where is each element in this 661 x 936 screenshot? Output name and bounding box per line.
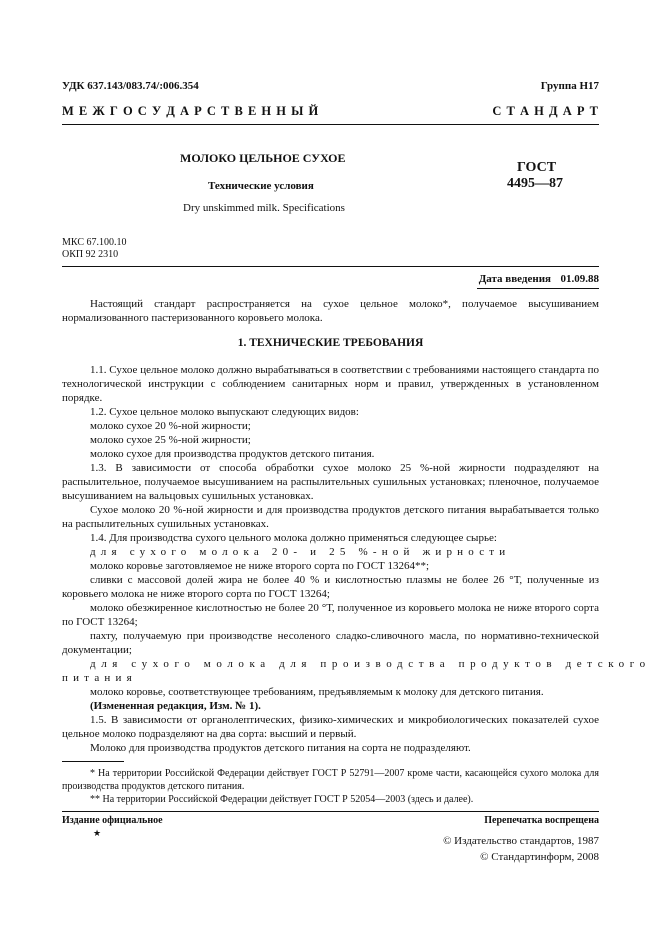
clause-1-5: 1.5. В зависимости от органолептических, физико-химических и микробиологических показателей сухое цельное молоко подразделяют на два сорта: высший и первый. xyxy=(62,714,599,740)
english-title: Dry unskimmed milk. Specifications xyxy=(183,202,345,214)
clause-1-3-continued: Сухое молоко 20 %-ной жирности и для производства продуктов детского питания вырабатывается только на распылительных сушильных установках. xyxy=(62,504,599,530)
okp-code: ОКП 92 2310 xyxy=(62,249,119,260)
introduction-date xyxy=(479,273,599,285)
official-edition: Издание официальное xyxy=(62,815,163,826)
footnote-rule xyxy=(62,761,124,762)
interstate-label: М Е Ж Г О С У Д А Р С Т В Е Н Н Ы Й xyxy=(62,104,320,118)
header-rule xyxy=(62,124,599,125)
kind-item: молоко сухое для производства продуктов детского питания. xyxy=(90,448,375,460)
udk-code: УДК 637.143/083.74/:006.354 xyxy=(62,80,199,92)
introduction-date-value: 01.09.88 xyxy=(560,273,599,285)
section-title: 1. ТЕХНИЧЕСКИЕ ТРЕБОВАНИЯ xyxy=(237,337,424,349)
clause-1-3: 1.3. В зависимости от способа обработки сухое молоко 25 %-ной жирности подразделяют на распылительное, получаемое высушиванием на распылительных сушильных установках; пленочное, получаемое высушиванием на вальцовых сушильных установках. xyxy=(62,462,599,502)
raw-item: молоко коровье заготовляемое не ниже второго сорта по ГОСТ 13264**; xyxy=(90,560,430,572)
gost-number: 4495—87 xyxy=(507,176,563,191)
raw-item: молоко коровье, соответствующее требованиям, предъявляемым к молоку для детского питания. xyxy=(90,686,544,698)
clause-1-4: 1.4. Для производства сухого цельного молока должно применяться следующее сырье: xyxy=(90,532,497,544)
clause-1-5-continued: Молоко для производства продуктов детского питания на сорта не подразделяют. xyxy=(90,742,471,754)
clause-1-2: 1.2. Сухое цельное молоко выпускают следующих видов: xyxy=(90,406,359,418)
reprint-notice: Перепечатка воспрещена xyxy=(484,815,599,826)
raw-group-heading: для сухого молока для производства продуктов детского xyxy=(90,658,651,670)
star-mark: ★ xyxy=(93,828,102,838)
kind-item: молоко сухое 25 %-ной жирности; xyxy=(90,434,251,446)
raw-item: пахту, получаемую при производстве несоленого сладко-сливочного масла, по нормативно-технической документации; xyxy=(62,630,599,656)
intro-paragraph: Настоящий стандарт распространяется на сухое цельное молоко*, получаемое высушиванием нормализованного пастеризованного коровьего молока. xyxy=(62,298,599,324)
standard-label: С Т А Н Д А Р Т xyxy=(492,104,599,118)
footer-rule xyxy=(62,811,599,812)
raw-item: молоко обезжиренное кислотностью не более 20 °Т, полученное из коровьего молока не ниже второго сорта по ГОСТ 13264; xyxy=(62,602,599,628)
raw-group-heading-continued: питания xyxy=(62,672,137,684)
kind-item: молоко сухое 20 %-ной жирности; xyxy=(90,420,251,432)
document-title: МОЛОКО ЦЕЛЬНОЕ СУХОЕ xyxy=(180,151,346,165)
group-code: Группа Н17 xyxy=(540,80,599,92)
introduction-date-label: Дата введения xyxy=(478,273,551,285)
footnote-2: ** На территории Российской Федерации действует ГОСТ Р 52054—2003 (здесь и далее). xyxy=(90,794,474,805)
amendment-note: (Измененная редакция, Изм. № 1). xyxy=(90,700,261,712)
codes-rule xyxy=(62,266,599,267)
clause-1-1: 1.1. Сухое цельное молоко должно вырабатываться в соответствии с требованиями настоящего стандарта по технологической инструкции с соблюдением санитарных норм и правил, утвержденных в установленном порядке. xyxy=(62,364,599,404)
mks-code: МКС 67.100.10 xyxy=(62,237,127,248)
date-rule xyxy=(477,288,599,289)
gost-label: ГОСТ xyxy=(517,160,557,175)
copyright-2: © Стандартинформ, 2008 xyxy=(480,851,599,863)
raw-group-heading: для сухого молока 20- и 25 %-ной жирности xyxy=(90,546,511,558)
raw-item: сливки с массовой долей жира не более 40 % и кислотностью плазмы не более 26 °Т, полученные из коровьего молока не ниже второго сорта по ГОСТ 13264; xyxy=(62,574,599,600)
footnote-1: * На территории Российской Федерации действует ГОСТ Р 52791—2007 кроме части, касающейся сухого молока для производства продуктов детского питания. xyxy=(62,768,599,792)
copyright-1: © Издательство стандартов, 1987 xyxy=(443,835,599,847)
document-subtitle: Технические условия xyxy=(208,180,314,192)
